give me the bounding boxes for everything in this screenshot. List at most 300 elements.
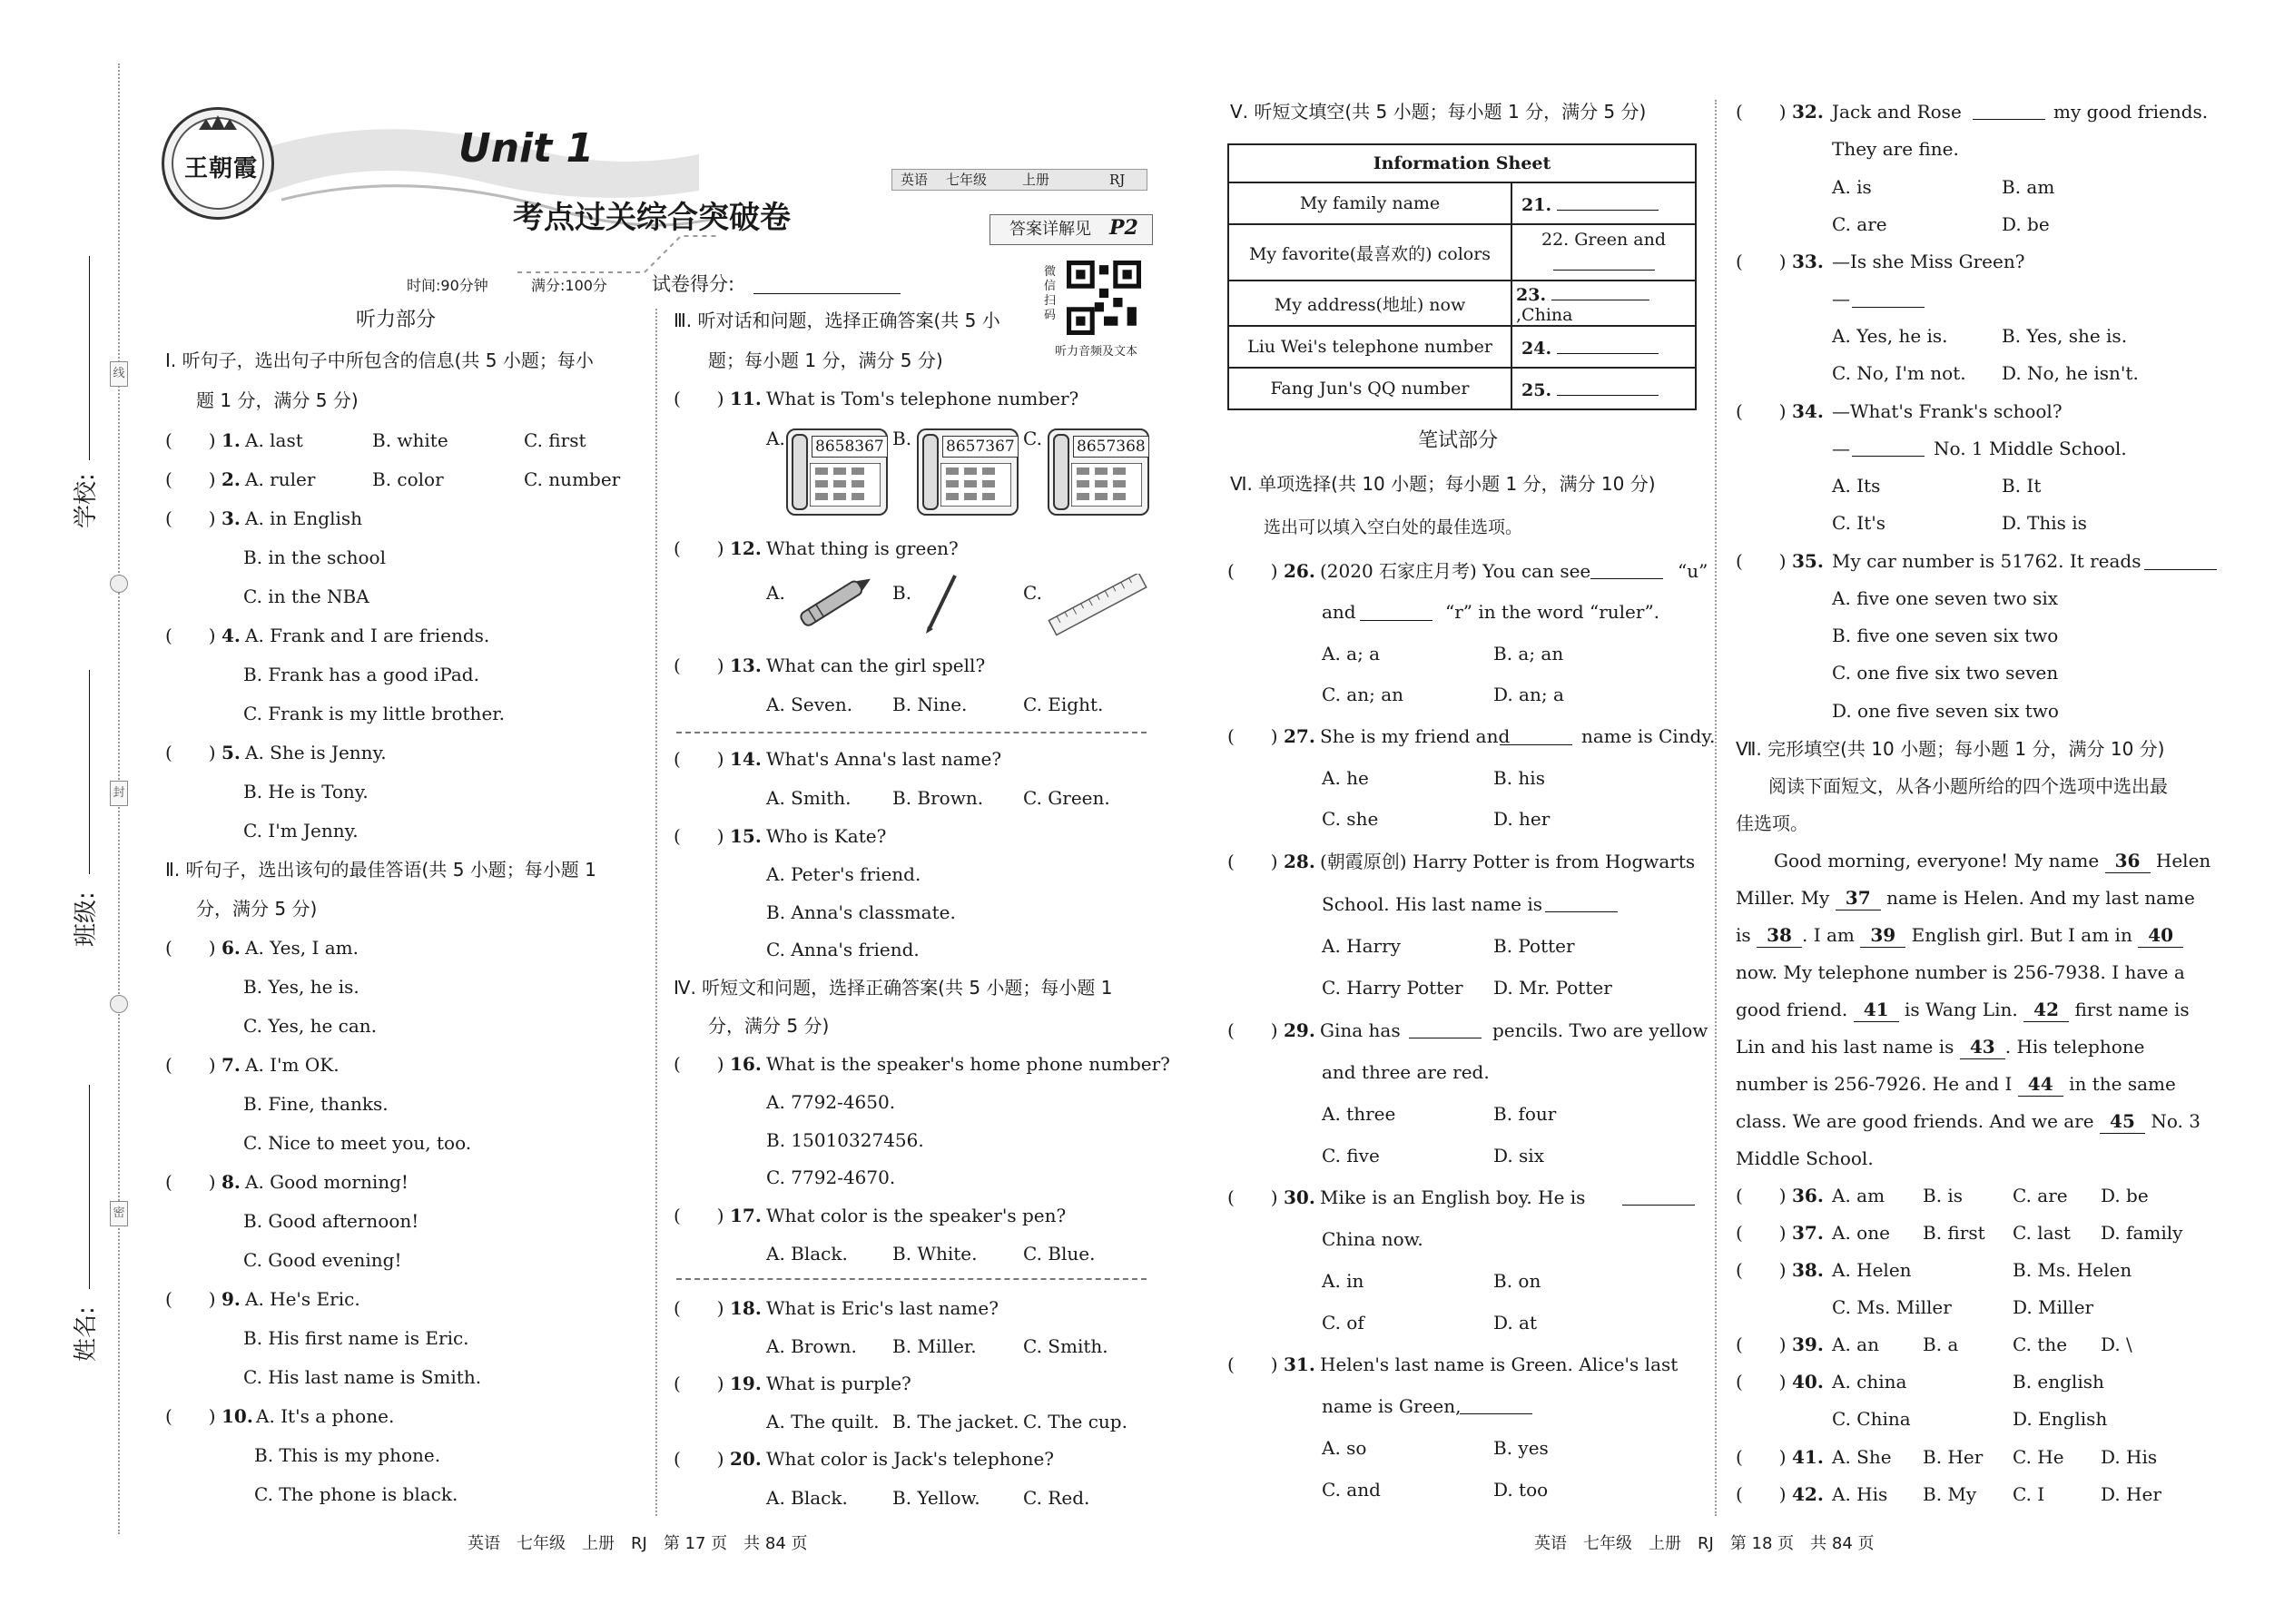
- blank-24[interactable]: [1511, 326, 1696, 368]
- answer-blank[interactable]: [1622, 1205, 1695, 1206]
- option-a[interactable]: A. last: [245, 429, 303, 451]
- option-a[interactable]: A. Harry: [1322, 935, 1401, 957]
- column-divider: [1715, 100, 1717, 1516]
- question-text: School. His last name is: [1322, 893, 1543, 915]
- question-text: Jack and Rose: [1832, 101, 1962, 123]
- option-c[interactable]: C. It's: [1832, 512, 1886, 534]
- option-a[interactable]: A. he: [1322, 767, 1369, 789]
- phone-keypad-icon: [810, 463, 881, 507]
- passage-text: Lin and his last name is: [1736, 1036, 1954, 1058]
- question-text: “r” in the word “ruler”.: [1445, 601, 1660, 623]
- question-number: 1.: [222, 429, 241, 451]
- question-number: 19.: [730, 1373, 762, 1394]
- option-a-phone[interactable]: [786, 428, 888, 516]
- option-b[interactable]: B. white: [372, 429, 448, 451]
- option-d[interactable]: D. one five seven six two: [1832, 700, 2059, 722]
- qr-caption: 听力音频及文本: [1055, 345, 1138, 359]
- option-a[interactable]: A. in English: [245, 507, 363, 529]
- information-sheet-title: Information Sheet: [1228, 144, 1696, 182]
- option-c[interactable]: C. number: [524, 468, 621, 490]
- option-c[interactable]: C. she: [1322, 808, 1379, 830]
- question-number: 30.: [1284, 1186, 1315, 1208]
- option-c[interactable]: C. an; an: [1322, 684, 1404, 705]
- answer-blank[interactable]: [1590, 578, 1663, 579]
- tag-volume: 上册: [1022, 172, 1050, 188]
- option-c[interactable]: C. I: [2013, 1483, 2045, 1505]
- option-c[interactable]: C. and: [1322, 1479, 1381, 1501]
- answer-bracket[interactable]: ( ): [1736, 101, 1787, 123]
- question-number: 38.: [1792, 1259, 1824, 1281]
- question-number: 36.: [1792, 1185, 1824, 1206]
- passage-text: No. 3: [2151, 1110, 2200, 1132]
- option-a[interactable]: A. He's Eric.: [245, 1288, 360, 1310]
- option-a-label: A.: [766, 582, 785, 604]
- tag-edition: RJ: [1109, 172, 1126, 188]
- answer-bracket[interactable]: ( ): [1736, 400, 1787, 422]
- question-number: 34.: [1792, 400, 1824, 422]
- section-7-title: Ⅶ. 完形填空(共 10 小题；每小题 1 分，满分 10 分): [1736, 738, 2165, 760]
- passage-text: good friend.: [1736, 999, 1848, 1020]
- section-1-title: Ⅰ. 听句子，选出句子中所包含的信息(共 5 小题；每小: [165, 349, 594, 371]
- blank-22[interactable]: [1511, 224, 1696, 281]
- option-b[interactable]: B. a; an: [1493, 643, 1564, 664]
- cloze-blank-45[interactable]: 45: [2100, 1109, 2145, 1134]
- answer-bracket[interactable]: ( ): [165, 742, 216, 763]
- option-a[interactable]: A. She is Jenny.: [245, 742, 387, 763]
- option-a[interactable]: A. Smith.: [766, 787, 852, 809]
- option-c[interactable]: C. are: [2013, 1185, 2068, 1206]
- question-text: What thing is green?: [766, 537, 959, 559]
- cloze-blank-40[interactable]: 40: [2138, 923, 2183, 948]
- answer-line[interactable]: [1557, 377, 1659, 396]
- phone-number-display: 8657367: [942, 436, 1019, 458]
- option-c[interactable]: C. Yes, he can.: [243, 1015, 378, 1037]
- question-number: 32.: [1792, 101, 1824, 123]
- section-4-title: Ⅳ. 听短文和问题，选择正确答案(共 5 小题；每小题 1: [674, 977, 1113, 999]
- brand-logo: [162, 107, 274, 220]
- option-a[interactable]: A. three: [1322, 1103, 1396, 1125]
- option-a[interactable]: A. Helen: [1832, 1259, 1912, 1281]
- option-a[interactable]: A. His: [1832, 1483, 1888, 1505]
- question-text: name is Green,: [1322, 1395, 1462, 1417]
- question-number: 35.: [1792, 550, 1824, 572]
- question-number: 31.: [1284, 1353, 1315, 1375]
- option-b[interactable]: B. Miller.: [892, 1335, 977, 1357]
- footer-left: 英语 七年级 上册 RJ 第 17 页 共 84 页: [468, 1534, 808, 1553]
- answer-bracket[interactable]: ( ): [674, 1373, 724, 1394]
- ruler-icon[interactable]: [1044, 574, 1153, 637]
- answer-bracket[interactable]: ( ): [165, 1405, 216, 1427]
- answer-bracket[interactable]: ( ): [165, 1171, 216, 1193]
- question-number: 28.: [1284, 851, 1315, 872]
- question-text: my good friends.: [2053, 101, 2209, 123]
- row-key: Liu Wei's telephone number: [1228, 326, 1511, 368]
- option-c[interactable]: C. in the NBA: [243, 586, 369, 607]
- option-d[interactable]: D. Her: [2101, 1483, 2161, 1505]
- question-number: 3.: [222, 507, 241, 529]
- option-b[interactable]: B. Yes, he is.: [243, 976, 359, 998]
- option-c[interactable]: C. Good evening!: [243, 1249, 402, 1271]
- answer-bracket[interactable]: ( ): [1227, 725, 1278, 747]
- option-c[interactable]: C. No, I'm not.: [1832, 362, 1966, 384]
- cloze-blank-42[interactable]: 42: [2023, 998, 2069, 1022]
- passage-divider: [676, 1278, 1147, 1280]
- blank-23[interactable]: [1511, 281, 1696, 326]
- option-a[interactable]: A. china: [1832, 1371, 1907, 1393]
- phone-keypad-icon: [1071, 463, 1142, 507]
- option-d[interactable]: D. Miller: [2013, 1296, 2094, 1318]
- option-a[interactable]: A. am: [1832, 1185, 1885, 1206]
- answer-blank[interactable]: [1973, 119, 2045, 120]
- answer-line[interactable]: [1553, 251, 1655, 271]
- answer-bracket[interactable]: ( ): [1227, 1186, 1278, 1208]
- option-a[interactable]: A. Yes, I am.: [245, 937, 359, 959]
- answer-line[interactable]: [1557, 335, 1659, 354]
- binding-hole: [110, 995, 128, 1013]
- question-text: “u”: [1678, 560, 1708, 582]
- cloze-blank-36[interactable]: 36: [2105, 849, 2151, 873]
- option-a[interactable]: A. Brown.: [766, 1335, 857, 1357]
- option-b[interactable]: B. four: [1493, 1103, 1557, 1125]
- option-b[interactable]: B. He is Tony.: [243, 781, 369, 802]
- answer-bracket[interactable]: ( ): [165, 429, 216, 451]
- score-input[interactable]: [753, 293, 901, 294]
- answer-bracket[interactable]: ( ): [1227, 560, 1278, 582]
- pen-icon[interactable]: [790, 574, 881, 628]
- class-field-label: 班级:: [73, 891, 100, 947]
- answer-bracket[interactable]: ( ): [165, 625, 216, 646]
- question-number: 9.: [222, 1288, 241, 1310]
- question-text: What is Eric's last name?: [766, 1297, 999, 1319]
- option-b[interactable]: B. yes: [1493, 1437, 1549, 1459]
- option-b[interactable]: B. Potter: [1493, 935, 1575, 957]
- option-b[interactable]: B. his: [1493, 767, 1545, 789]
- option-b[interactable]: B. first: [1923, 1222, 1985, 1244]
- option-b[interactable]: B. It: [2002, 475, 2042, 497]
- option-b[interactable]: B. 15010327456.: [766, 1129, 924, 1151]
- option-a[interactable]: A. The quilt.: [766, 1411, 880, 1432]
- tag-subject: 英语: [901, 172, 929, 188]
- option-b[interactable]: B. Yellow.: [892, 1487, 980, 1509]
- option-b[interactable]: B. Fine, thanks.: [243, 1093, 389, 1115]
- option-a[interactable]: A. a; a: [1322, 643, 1381, 664]
- passage-text: . I am: [1802, 924, 1855, 946]
- option-b-label: B.: [892, 428, 912, 449]
- option-b[interactable]: B. Good afternoon!: [243, 1210, 419, 1232]
- option-d[interactable]: D. too: [1493, 1479, 1549, 1501]
- class-field-line[interactable]: [89, 670, 90, 874]
- question-number: 6.: [222, 937, 241, 959]
- answer-line[interactable]: [1551, 281, 1649, 300]
- option-b[interactable]: B. Her: [1923, 1446, 1984, 1468]
- question-number: 13.: [730, 655, 762, 676]
- option-b[interactable]: B. a: [1923, 1334, 1959, 1355]
- section-7-instruction: 阅读下面短文，从各小题所给的四个选项中选出最: [1768, 775, 2168, 797]
- answer-bracket[interactable]: ( ): [674, 1297, 724, 1319]
- option-c[interactable]: C. China: [1832, 1408, 1911, 1430]
- answer-bracket[interactable]: ( ): [1736, 1371, 1787, 1393]
- option-d[interactable]: D. This is: [2002, 512, 2087, 534]
- option-b[interactable]: B. color: [372, 468, 444, 490]
- option-a[interactable]: A. She: [1832, 1446, 1892, 1468]
- option-c[interactable]: C. Red.: [1023, 1487, 1090, 1509]
- option-a[interactable]: A. one: [1832, 1222, 1890, 1244]
- passage-text: number is 256-7926. He and I: [1736, 1073, 2013, 1095]
- option-b[interactable]: B. in the school: [243, 546, 386, 568]
- answer-bracket[interactable]: ( ): [674, 655, 724, 676]
- cloze-blank-43[interactable]: 43: [1960, 1035, 2005, 1059]
- answer-bracket[interactable]: ( ): [674, 1053, 724, 1075]
- option-c[interactable]: C. last: [2013, 1222, 2071, 1244]
- option-c[interactable]: C. are: [1832, 213, 1887, 235]
- seal-mark-xian: 线: [110, 361, 128, 387]
- question-text: —: [1832, 288, 1850, 310]
- answer-blank[interactable]: [1500, 744, 1572, 745]
- question-text: What is the speaker's home phone number?: [766, 1053, 1170, 1075]
- option-a[interactable]: A. Good morning!: [245, 1171, 409, 1193]
- option-c[interactable]: C. of: [1322, 1312, 1364, 1334]
- option-b[interactable]: B. Brown.: [892, 787, 984, 809]
- question-text: My car number is 51762. It reads: [1832, 550, 2141, 572]
- option-c[interactable]: C. five: [1322, 1145, 1380, 1166]
- phone-keypad-icon: [940, 463, 1011, 507]
- question-text: What color is the speaker's pen?: [766, 1205, 1067, 1226]
- score-label: 试卷得分:: [652, 273, 735, 295]
- option-c-label: C.: [1023, 582, 1042, 604]
- option-c[interactable]: C. Frank is my little brother.: [243, 703, 505, 724]
- question-text: and: [1322, 601, 1356, 623]
- answer-bracket[interactable]: ( ): [165, 468, 216, 490]
- option-d[interactable]: D. be: [2002, 213, 2050, 235]
- option-b[interactable]: B. am: [2002, 176, 2055, 198]
- answer-bracket[interactable]: ( ): [1736, 1185, 1787, 1206]
- question-text: Who is Kate?: [766, 825, 887, 847]
- option-c[interactable]: C. Smith.: [1023, 1335, 1108, 1357]
- option-b[interactable]: B. My: [1923, 1483, 1977, 1505]
- answer-bracket[interactable]: ( ): [165, 507, 216, 529]
- section-3-title: Ⅲ. 听对话和问题，选择正确答案(共 5 小: [674, 310, 1000, 331]
- option-c-phone[interactable]: [1048, 428, 1149, 516]
- option-a[interactable]: A. is: [1832, 176, 1872, 198]
- time-limit: 时间:90分钟: [407, 277, 488, 294]
- question-number: 42.: [1792, 1483, 1824, 1505]
- section-2-title: Ⅱ. 听句子，选出该句的最佳答语(共 5 小题；每小题 1: [165, 859, 596, 881]
- option-b-label: B.: [892, 582, 912, 604]
- option-d[interactable]: D. be: [2101, 1185, 2149, 1206]
- full-score: 满分:100分: [531, 277, 607, 294]
- passage-line-5: [1736, 998, 2190, 1022]
- option-d[interactable]: D. \: [2101, 1334, 2132, 1355]
- answer-bracket[interactable]: ( ): [165, 937, 216, 959]
- pencil-icon[interactable]: [917, 570, 971, 635]
- writing-heading: 笔试部分: [1418, 429, 1499, 452]
- option-c[interactable]: C. I'm Jenny.: [243, 820, 359, 842]
- option-d[interactable]: D. English: [2013, 1408, 2108, 1430]
- question-text: Gina has: [1320, 1019, 1401, 1041]
- option-a[interactable]: A. Yes, he is.: [1832, 325, 1948, 347]
- name-field-line[interactable]: [89, 1085, 90, 1289]
- answer-line[interactable]: [1557, 192, 1659, 211]
- option-c[interactable]: C. The phone is black.: [254, 1483, 458, 1505]
- answer-bracket[interactable]: ( ): [1736, 251, 1787, 272]
- passage-line-1: [1774, 849, 2210, 873]
- option-c[interactable]: C. one five six two seven: [1832, 662, 2059, 684]
- answer-bracket[interactable]: ( ): [1736, 1222, 1787, 1244]
- option-b[interactable]: B. Yes, she is.: [2002, 325, 2128, 347]
- option-d[interactable]: D. family: [2101, 1222, 2183, 1244]
- option-b[interactable]: B. Anna's classmate.: [766, 901, 956, 923]
- answer-bracket[interactable]: ( ): [165, 1288, 216, 1310]
- name-field-label: 姓名:: [73, 1306, 100, 1362]
- passage-text: is Wang Lin.: [1905, 999, 2018, 1020]
- answer-blank[interactable]: [1852, 307, 1925, 308]
- answer-bracket[interactable]: ( ): [674, 1205, 724, 1226]
- question-text: name is Cindy.: [1581, 725, 1716, 747]
- cloze-blank-44[interactable]: 44: [2018, 1072, 2063, 1097]
- option-c[interactable]: C. Ms. Miller: [1832, 1296, 1952, 1318]
- question-text: They are fine.: [1832, 138, 1959, 160]
- answer-bracket[interactable]: ( ): [674, 1448, 724, 1470]
- answer-bracket[interactable]: ( ): [165, 1054, 216, 1076]
- row-key: Fang Jun's QQ number: [1228, 368, 1511, 409]
- phone-number-display: 8657368: [1073, 436, 1149, 458]
- option-c[interactable]: C. His last name is Smith.: [243, 1366, 482, 1388]
- answer-blank[interactable]: [1460, 1413, 1532, 1414]
- answer-bracket[interactable]: ( ): [1227, 1019, 1278, 1041]
- blank-suffix: ,China: [1516, 305, 1573, 325]
- option-a[interactable]: A. in: [1322, 1270, 1364, 1292]
- passage-text: English girl. But I am in: [1911, 924, 2132, 946]
- answer-bracket[interactable]: ( ): [674, 537, 724, 559]
- option-b[interactable]: B. White.: [892, 1243, 978, 1265]
- question-text: —Is she Miss Green?: [1832, 251, 2025, 272]
- option-c[interactable]: C. the: [2013, 1334, 2068, 1355]
- option-b[interactable]: B. Nine.: [892, 694, 968, 715]
- option-d[interactable]: D. her: [1493, 808, 1551, 830]
- blank-21[interactable]: [1511, 182, 1696, 224]
- option-b[interactable]: B. on: [1493, 1270, 1541, 1292]
- passage-line-3: [1736, 923, 2183, 948]
- option-d[interactable]: D. Mr. Potter: [1493, 977, 1612, 999]
- option-b[interactable]: B. is: [1923, 1185, 1964, 1206]
- answer-blank[interactable]: [1545, 911, 1618, 912]
- paper-title: 考点过关综合突破卷: [513, 200, 791, 236]
- option-b[interactable]: B. english: [2013, 1371, 2104, 1393]
- cloze-blank-37[interactable]: 37: [1836, 886, 1881, 910]
- option-b[interactable]: B. five one seven six two: [1832, 625, 2059, 646]
- option-c[interactable]: C. Green.: [1023, 787, 1110, 809]
- option-c[interactable]: C. first: [524, 429, 586, 451]
- option-a[interactable]: A. so: [1322, 1437, 1367, 1459]
- answer-bracket[interactable]: ( ): [1736, 1446, 1787, 1468]
- qr-code[interactable]: [1067, 261, 1141, 335]
- option-a[interactable]: A. an: [1832, 1334, 1879, 1355]
- option-a[interactable]: A. 7792-4650.: [766, 1091, 896, 1113]
- option-b[interactable]: B. His first name is Eric.: [243, 1327, 469, 1349]
- option-c[interactable]: C. The cup.: [1023, 1411, 1127, 1432]
- listening-heading: 听力部分: [356, 309, 437, 331]
- cloze-blank-41[interactable]: 41: [1854, 998, 1899, 1022]
- option-b[interactable]: B. Frank has a good iPad.: [243, 664, 479, 685]
- blank-25[interactable]: [1511, 368, 1696, 409]
- option-a[interactable]: A. Seven.: [766, 694, 853, 715]
- passage-text: . His telephone: [2004, 1036, 2145, 1058]
- option-d[interactable]: D. No, he isn't.: [2002, 362, 2139, 384]
- option-a[interactable]: A. Peter's friend.: [766, 863, 921, 885]
- answer-blank[interactable]: [1852, 456, 1925, 457]
- question-text: China now.: [1322, 1228, 1423, 1250]
- passage-line-9: Middle School.: [1736, 1147, 1874, 1169]
- cloze-blank-38[interactable]: 38: [1757, 923, 1802, 948]
- option-c[interactable]: C. Nice to meet you, too.: [243, 1132, 472, 1154]
- option-b[interactable]: B. The jacket.: [892, 1411, 1019, 1432]
- question-number: 14.: [730, 748, 762, 770]
- answer-bracket[interactable]: ( ): [1736, 550, 1787, 572]
- option-d[interactable]: D. an; a: [1493, 684, 1564, 705]
- option-c[interactable]: C. Harry Potter: [1322, 977, 1463, 999]
- question-number: 27.: [1284, 725, 1315, 747]
- option-c[interactable]: C. Anna's friend.: [766, 939, 920, 960]
- school-field-label: 学校:: [73, 473, 100, 528]
- blank-number: 25.: [1521, 380, 1552, 400]
- section-6-instruction: 选出可以填入空白处的最佳选项。: [1264, 517, 1523, 537]
- passage-text: is: [1736, 924, 1751, 946]
- section-6-title: Ⅵ. 单项选择(共 10 小题；每小题 1 分，满分 10 分): [1230, 473, 1656, 495]
- answer-blank[interactable]: [1360, 620, 1433, 621]
- information-sheet: [1227, 143, 1697, 410]
- option-d[interactable]: D. at: [1493, 1312, 1537, 1334]
- option-a[interactable]: A. Its: [1832, 475, 1881, 497]
- option-b[interactable]: B. Ms. Helen: [2013, 1259, 2132, 1281]
- answer-bracket[interactable]: ( ): [674, 388, 724, 409]
- passage-text: name is Helen. And my last name: [1886, 887, 2195, 909]
- option-d[interactable]: D. six: [1493, 1145, 1544, 1166]
- option-c[interactable]: C. Blue.: [1023, 1243, 1096, 1265]
- option-a[interactable]: A. Black.: [766, 1487, 848, 1509]
- blank-prefix: 22. Green and: [1541, 230, 1666, 250]
- option-c[interactable]: C. 7792-4670.: [766, 1166, 896, 1188]
- option-b[interactable]: B. This is my phone.: [254, 1444, 441, 1466]
- option-a[interactable]: A. five one seven two six: [1832, 587, 2059, 609]
- option-c[interactable]: C. He: [2013, 1446, 2064, 1468]
- passage-text: Miller. My: [1736, 887, 1830, 909]
- question-number: 20.: [730, 1448, 762, 1470]
- cloze-blank-39[interactable]: 39: [1860, 923, 1905, 948]
- answer-bracket[interactable]: ( ): [1736, 1334, 1787, 1355]
- section-2-title-cont: 分，满分 5 分): [196, 898, 318, 920]
- option-a[interactable]: A. Frank and I are friends.: [245, 625, 490, 646]
- option-a[interactable]: A. It's a phone.: [256, 1405, 395, 1427]
- option-d[interactable]: D. His: [2101, 1446, 2158, 1468]
- option-b-phone[interactable]: [917, 428, 1019, 516]
- option-a[interactable]: A. Black.: [766, 1243, 848, 1265]
- row-key: My address(地址) now: [1228, 281, 1511, 326]
- answer-bracket[interactable]: ( ): [674, 825, 724, 847]
- answer-bracket[interactable]: ( ): [1736, 1259, 1787, 1281]
- question-number: 8.: [222, 1171, 241, 1193]
- option-c[interactable]: C. Eight.: [1023, 694, 1104, 715]
- row-key: My favorite(最喜欢的) colors: [1228, 224, 1511, 281]
- answer-bracket[interactable]: ( ): [1736, 1483, 1787, 1505]
- school-field-line[interactable]: [89, 256, 90, 460]
- answer-blank[interactable]: [2144, 569, 2217, 570]
- answer-bracket[interactable]: ( ): [1227, 851, 1278, 872]
- answer-bracket[interactable]: ( ): [1227, 1353, 1278, 1375]
- answer-bracket[interactable]: ( ): [674, 748, 724, 770]
- option-a[interactable]: A. I'm OK.: [245, 1054, 340, 1076]
- question-number: 33.: [1792, 251, 1824, 272]
- option-a[interactable]: A. ruler: [245, 468, 316, 490]
